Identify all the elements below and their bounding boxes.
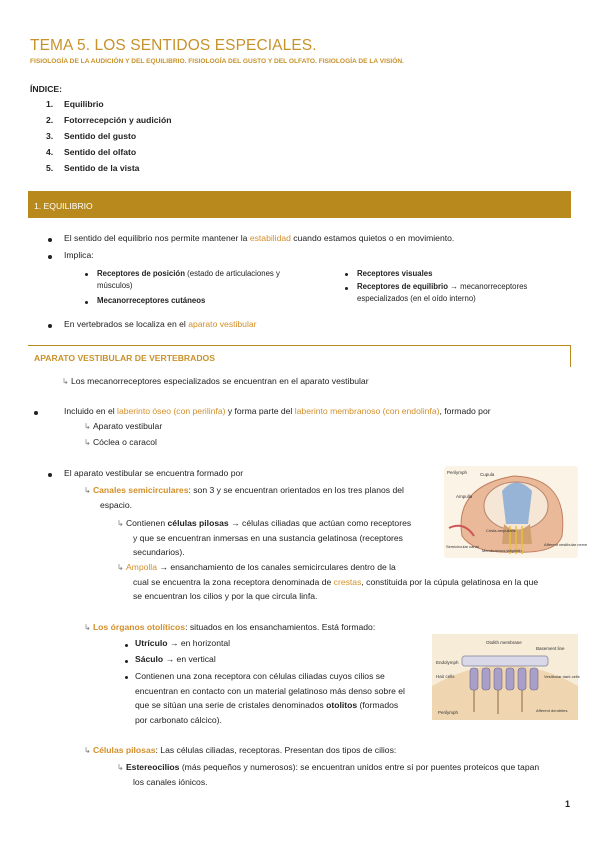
figure-label: Afferent vestibular nerve [544, 542, 588, 547]
bullet-icon [48, 255, 52, 259]
page-subtitle: FISIOLOGÍA DE LA AUDICIÓN Y DEL EQUILIBRIO. FISIOLOGÍA DEL GUSTO Y DEL OLFATO. FISIOLOGÍA DE LA VISIÓN. [30, 58, 404, 65]
index-item: 4. Sentido del olfato [46, 147, 137, 157]
page-title: TEMA 5. LOS SENTIDOS ESPECIALES. [30, 37, 317, 54]
bullet-icon [345, 273, 348, 276]
bullet-icon [48, 324, 52, 328]
arrow-line: ↳ Estereocilios (más pequeños y numerosos): se encuentran unidos entre sí por puentes proteicos que tapan los canales iónicos. [117, 762, 540, 787]
return-arrow-icon: ↳ [117, 519, 126, 528]
figure-label: Crista ampullaris [486, 528, 516, 533]
bullet-icon [125, 644, 128, 647]
index-item: 5. Sentido de la vista [46, 163, 140, 173]
return-arrow-icon: ↳ [84, 486, 93, 495]
figure-label: Hair cells [436, 674, 455, 679]
figure-label: Cupula [480, 472, 495, 477]
paragraph: Incluido en el laberinto óseo (con perilinfa) y forma parte del laberinto membranoso (con endolinfa), formado por [64, 406, 491, 416]
index-heading: ÍNDICE: [30, 84, 62, 94]
list-item: Utrículo → en horizontal [135, 638, 231, 648]
arrow-line: ↳ Los órganos otolíticos: situados en los ensanchamientos. Está formado: [84, 622, 376, 632]
ampulla-diagram [444, 466, 588, 558]
bullet-icon [85, 301, 88, 304]
return-arrow-icon: ↳ [84, 438, 93, 447]
arrow-line: ↳ Contienen células pilosas → células ciliadas que actúan como receptores y que se encuentran inmersas en una sustancia gelatinosa (receptores secundarios). [117, 518, 412, 558]
section-heading-vestibular: APARATO VESTIBULAR DE VERTEBRADOS [28, 345, 571, 367]
figure-label: Ampulla [456, 494, 473, 499]
return-arrow-icon: ↳ [62, 377, 71, 386]
arrow-line: ↳ Los mecanorreceptores especializados se encuentran en el aparato vestibular [62, 376, 369, 386]
arrow-line: ↳ Aparato vestibular [84, 421, 163, 431]
figure-label: Vestibular dark cells [544, 674, 580, 679]
index-item: 3. Sentido del gusto [46, 131, 137, 141]
list-item: Mecanorreceptores cutáneos [97, 296, 206, 305]
arrow-line: ↳ Cóclea o caracol [84, 437, 157, 447]
return-arrow-icon: ↳ [117, 763, 126, 772]
figure-label: Perilymph [438, 710, 459, 715]
index-item: 1. Equilibrio [46, 99, 104, 109]
page-number: 1 [564, 799, 570, 809]
figure-label: Semicircular canal [446, 544, 479, 549]
paragraph: El sentido del equilibrio nos permite mantener la estabilidad cuando estamos quietos o en movimiento. [64, 233, 455, 243]
arrow-line: ↳ Células pilosas: Las células ciliadas, receptoras. Presentan dos tipos de cilios: [84, 745, 397, 755]
list-item: Sáculo → en vertical [135, 654, 216, 664]
bullet-icon [48, 238, 52, 242]
return-arrow-icon: ↳ [84, 746, 93, 755]
arrow-line: ↳ Ampolla → ensanchamiento de los canales semicirculares dentro de la cual se encuentra la zona receptora denominada de crestas, constituida por la cúpula gelatinosa en la que se encuentran los cilios y por la que circula linfa. [117, 562, 539, 602]
bullet-icon [345, 287, 348, 290]
list-item: Receptores de posición (estado de articulaciones y músculos) [97, 269, 280, 291]
bullet-icon [125, 660, 128, 663]
paragraph: Implica: [64, 250, 94, 260]
bullet-icon [125, 676, 128, 679]
return-arrow-icon: ↳ [117, 563, 126, 572]
list-item: Receptores de equilibrio → mecanorreceptores especializados (en el oído interno) [357, 282, 528, 304]
arrow-line: ↳ Canales semicirculares: son 3 y se encuentran orientados en los tres planos del espacio. [84, 485, 404, 510]
list-item: Contienen una zona receptora con células ciliadas cuyos cilios se encuentran en contacto con un material gelatinoso más denso sobre el que se sitúan una serie de cristales denominados otolitos (formados por carbonato cálcico). [135, 671, 405, 725]
paragraph: El aparato vestibular se encuentra formado por [64, 468, 244, 478]
figure-label: Basement line [536, 646, 565, 651]
figure-label: Endolymph [436, 660, 459, 665]
paragraph: En vertebrados se localiza en el aparato vestibular [64, 319, 257, 329]
bullet-icon [85, 273, 88, 276]
list-item: Receptores visuales [357, 269, 433, 278]
bullet-icon [34, 411, 38, 415]
section-band-equilibrio: 1. EQUILIBRIO [28, 191, 571, 218]
figure-label: Perilymph [447, 470, 468, 475]
bullet-icon [48, 473, 52, 477]
index-item: 2. Fotorrecepción y audición [46, 115, 172, 125]
figure-label: Otolith membrane [486, 640, 522, 645]
return-arrow-icon: ↳ [84, 623, 93, 632]
otolith-diagram [432, 634, 578, 720]
return-arrow-icon: ↳ [84, 422, 93, 431]
figure-label: Afferent dendrites [536, 708, 568, 713]
figure-label: Membranous labyrinth [482, 548, 522, 553]
